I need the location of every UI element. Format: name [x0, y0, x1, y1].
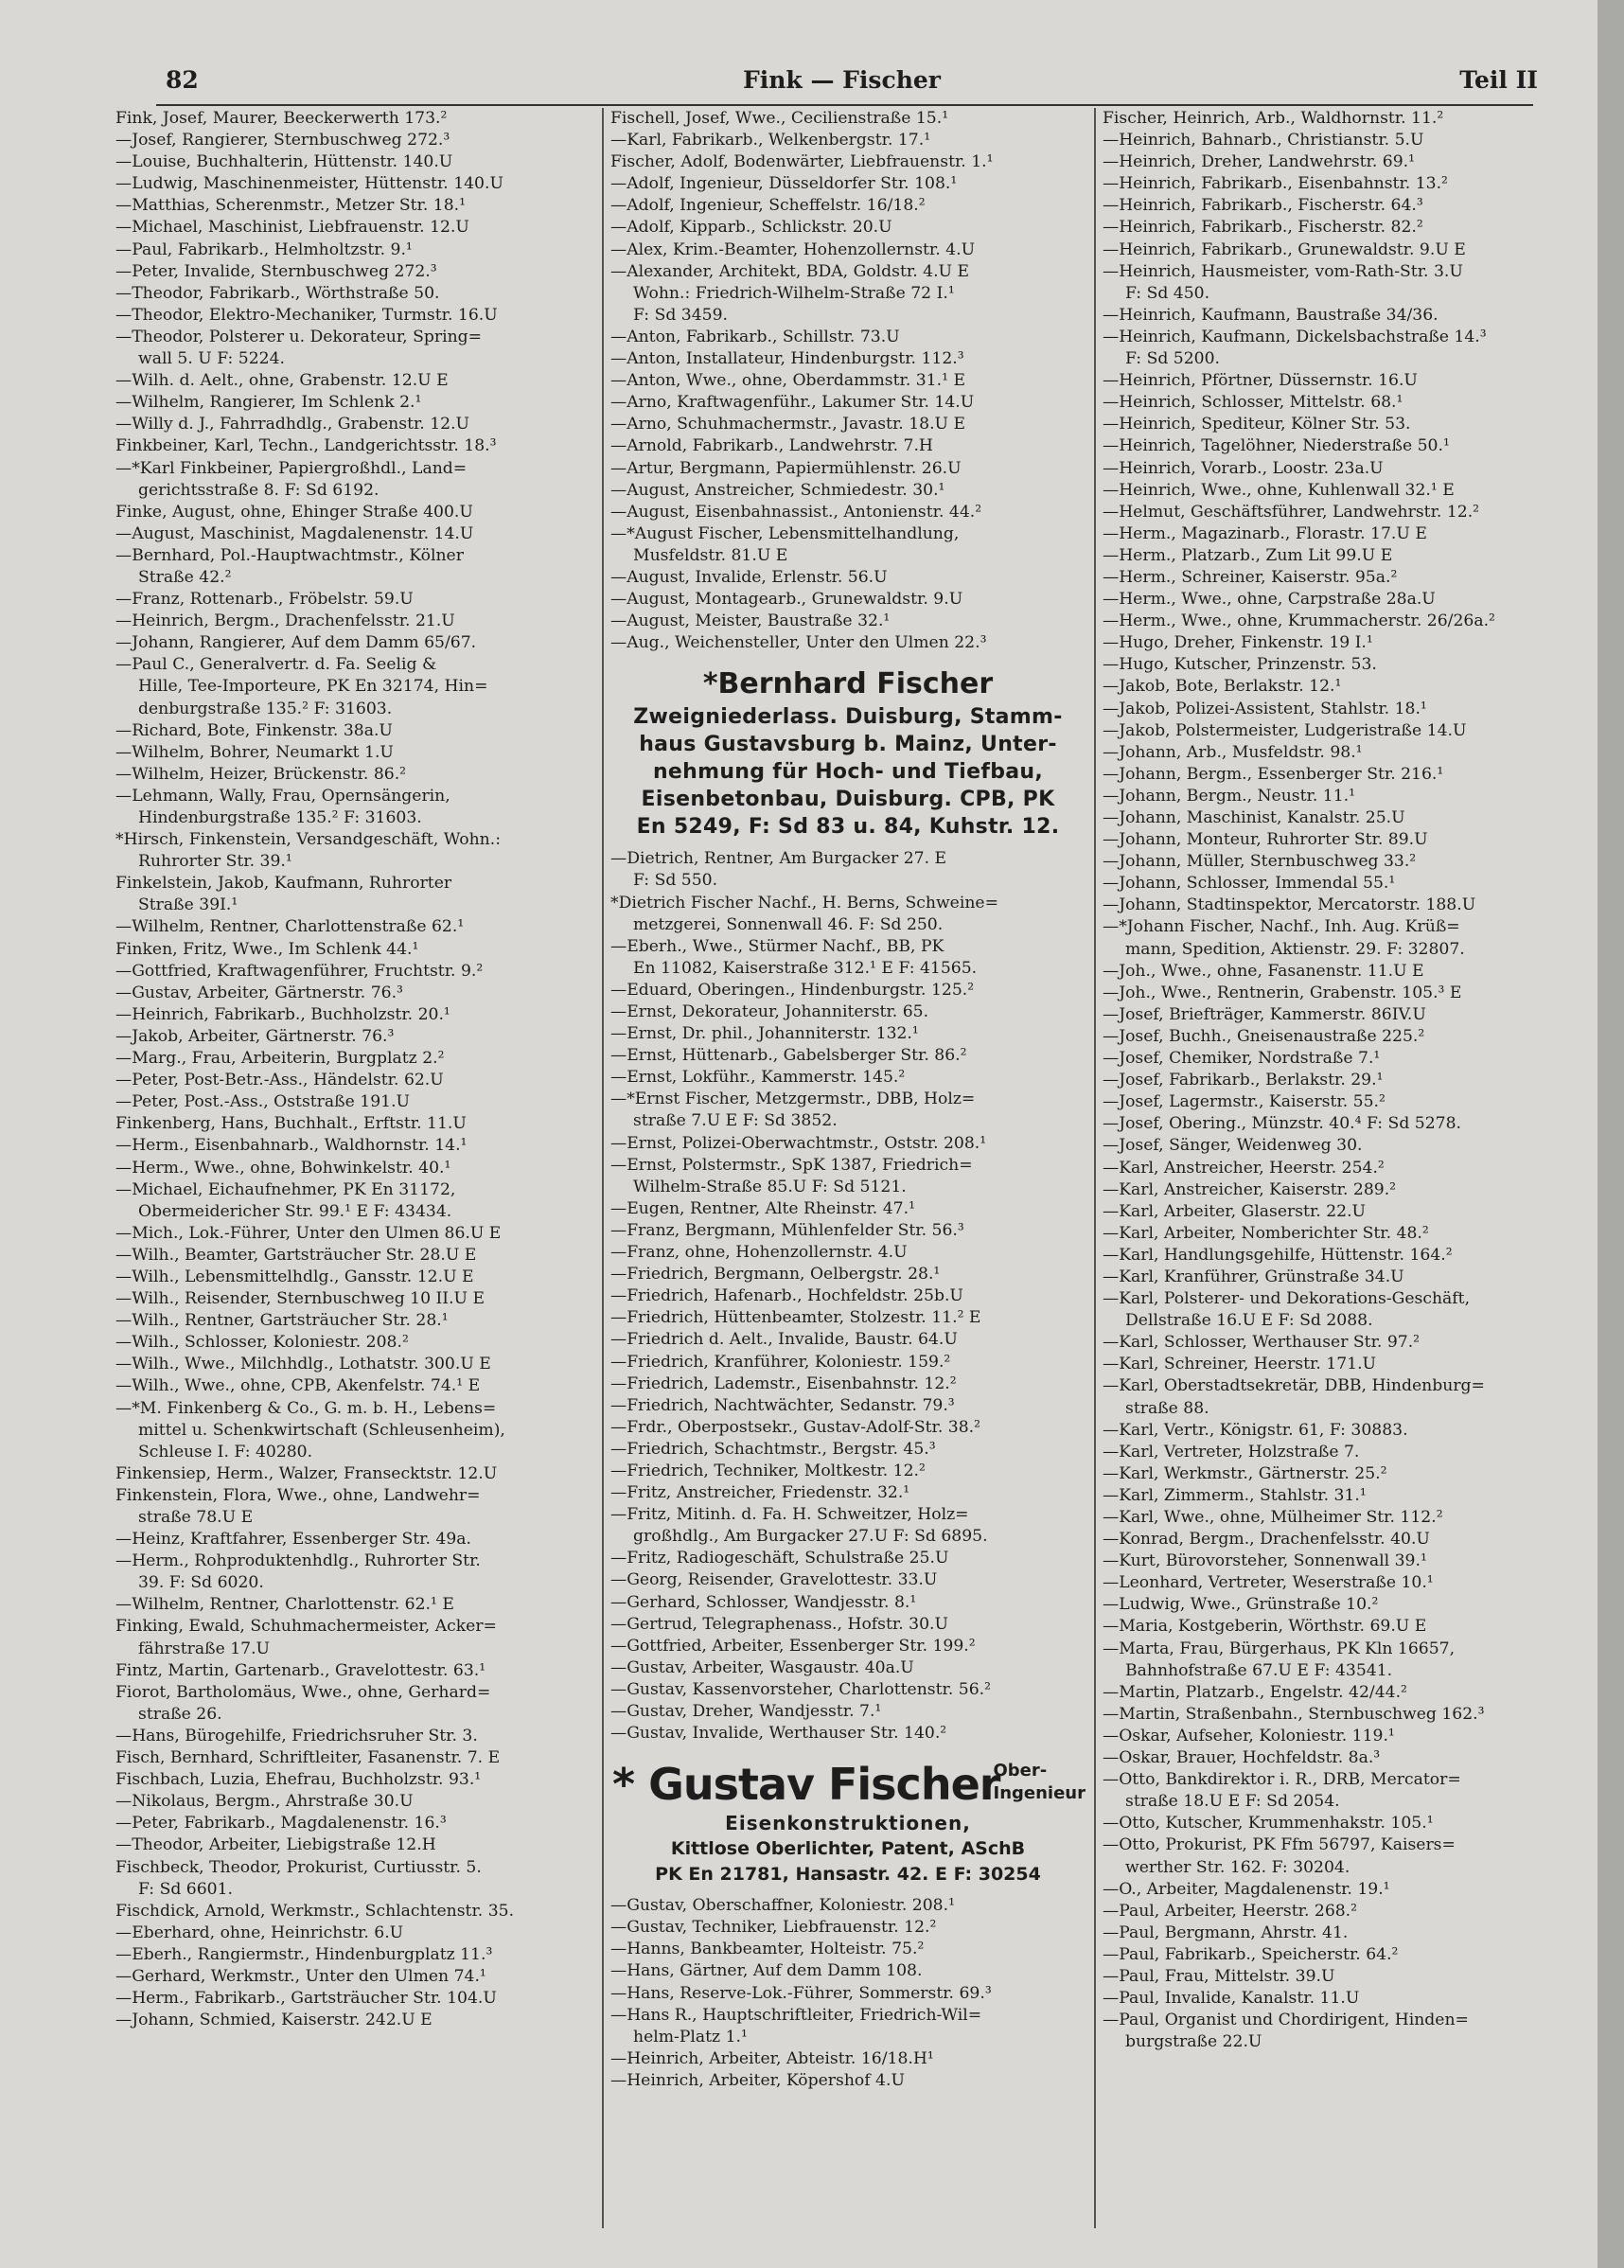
directory-entry: —Oskar, Aufseher, Koloniestr. 119.¹: [1103, 1726, 1395, 1745]
advert-line: nehmung für Hoch- und Tiefbau,: [652, 760, 1044, 785]
directory-entry: Fiorot, Bartholomäus, Wwe., ohne, Gerhard=: [115, 1682, 491, 1702]
directory-entry: —Richard, Bote, Finkenstr. 38a.U: [115, 720, 393, 740]
directory-entry: —Bernhard, Pol.-Hauptwachtmstr., Kölner: [115, 545, 464, 565]
directory-entry: —Fritz, Mitinh. d. Fa. H. Schweitzer, Holz=: [610, 1505, 969, 1525]
directory-entry: Fischer, Adolf, Bodenwärter, Liebfrauenstr. 1.¹: [610, 152, 994, 172]
directory-entry: Finkbeiner, Karl, Techn., Landgerichtsstr. 18.³: [115, 436, 497, 456]
directory-entry: —O., Arbeiter, Magdalenenstr. 19.¹: [1103, 1879, 1390, 1899]
directory-entry: —Paul, Bergmann, Ahrstr. 41.: [1103, 1922, 1349, 1942]
directory-entry: —Herm., Rohproduktenhdlg., Ruhrorter Str.: [115, 1551, 481, 1571]
directory-entry: —Peter, Fabrikarb., Magdalenenstr. 16.³: [115, 1814, 447, 1834]
directory-entry: —Heinrich, Tagelöhner, Niederstraße 50.¹: [1103, 436, 1450, 456]
directory-entry: Fischbeck, Theodor, Prokurist, Curtiusstr. 5.: [115, 1857, 482, 1877]
directory-entry: —Wilh., Schlosser, Koloniestr. 208.²: [115, 1333, 409, 1353]
directory-entry: —Wilh., Rentner, Gartsträucher Str. 28.¹: [115, 1311, 449, 1331]
directory-entry: Fink, Josef, Maurer, Beeckerwerth 173.²: [115, 109, 448, 128]
directory-entry: —Michael, Eichaufnehmer, PK En 31172,: [115, 1179, 456, 1199]
directory-entry: —Heinrich, Pförtner, Düssernstr. 16.U: [1103, 371, 1418, 391]
entry-continuation: wall 5. U F: 5224.: [138, 349, 285, 369]
directory-entry: —Friedrich, Techniker, Moltkestr. 12.²: [610, 1461, 926, 1480]
directory-entry: —Herm., Platzarb., Zum Lit 99.U E: [1103, 545, 1393, 565]
page-header: [156, 66, 1538, 104]
directory-entry: —Paul C., Generalvertr. d. Fa. Seelig &: [115, 655, 437, 675]
directory-entry: —Ernst, Polizei-Oberwachtmstr., Oststr. 208.¹: [610, 1133, 987, 1153]
entry-continuation: 39. F: Sd 6020.: [138, 1573, 264, 1593]
column-2: [610, 108, 1086, 2238]
directory-entry: —Paul, Fabrikarb., Helmholtzstr. 9.¹: [115, 239, 413, 259]
directory-entry: —Adolf, Ingenieur, Düsseldorfer Str. 108.¹: [610, 174, 958, 194]
directory-entry: —Josef, Obering., Münzstr. 40.⁴ F: Sd 5278.: [1103, 1114, 1462, 1134]
directory-entry: —Gertrud, Telegraphenass., Hofstr. 30.U: [610, 1614, 948, 1634]
directory-entry: —Gustav, Invalide, Werthauser Str. 140.²: [610, 1724, 947, 1744]
directory-entry: —Karl, Arbeiter, Nomberichter Str. 48.²: [1103, 1223, 1429, 1243]
directory-entry: —Mich., Lok.-Führer, Unter den Ulmen 86.U E: [115, 1223, 502, 1243]
directory-entry: —Johann, Schmied, Kaiserstr. 242.U E: [115, 2011, 432, 2030]
directory-entry: —August, Maschinist, Magdalenenstr. 14.U: [115, 523, 474, 543]
directory-entry: —Wilh., Wwe., Milchhdlg., Lothatstr. 300.U E: [115, 1355, 491, 1374]
directory-entry: —Frdr., Oberpostsekr., Gustav-Adolf-Str. 38.²: [610, 1417, 980, 1437]
directory-entry: —Karl, Polsterer- und Dekorations-Geschäft,: [1103, 1289, 1471, 1309]
advert-line: Eisenkonstruktionen,: [725, 1812, 971, 1835]
directory-entry: —Ernst, Dekorateur, Johanniterstr. 65.: [610, 1002, 929, 1021]
directory-entry: —Herm., Wwe., ohne, Bohwinkelstr. 40.¹: [115, 1158, 451, 1178]
entry-continuation: straße 26.: [138, 1704, 222, 1724]
directory-entry: —Theodor, Fabrikarb., Wörthstraße 50.: [115, 283, 440, 303]
directory-entry: —Jakob, Polstermeister, Ludgeristraße 14.U: [1103, 720, 1467, 740]
directory-entry: —Anton, Wwe., ohne, Oberdammstr. 31.¹ E: [610, 371, 965, 391]
entry-continuation: En 11082, Kaiserstraße 312.¹ E F: 41565.: [633, 958, 978, 978]
column-2-entries-b: [610, 848, 1086, 1745]
directory-entry: —Herm., Wwe., ohne, Carpstraße 28a.U: [1103, 590, 1436, 610]
directory-entry: —*M. Finkenberg & Co., G. m. b. H., Lebens=: [115, 1398, 497, 1418]
directory-entry: —Franz, Rottenarb., Fröbelstr. 59.U: [115, 590, 414, 610]
directory-entry: —Gottfried, Kraftwagenführer, Fruchtstr. 9.²: [115, 961, 484, 981]
entry-continuation: F: Sd 6601.: [138, 1879, 234, 1899]
directory-entry: —Heinrich, Arbeiter, Abteistr. 16/18.H¹: [610, 2048, 934, 2068]
entry-continuation: Dellstraße 16.U E F: Sd 2088.: [1125, 1311, 1373, 1331]
directory-entry: —Hanns, Bankbeamter, Holteistr. 75.²: [610, 1940, 925, 1959]
directory-entry: —Johann, Arb., Musfeldstr. 98.¹: [1103, 742, 1363, 762]
directory-entry: —Leonhard, Vertreter, Weserstraße 10.¹: [1103, 1573, 1434, 1593]
directory-entry: —Hans, Bürogehilfe, Friedrichsruher Str. 3.: [115, 1726, 478, 1745]
directory-entry: —Eduard, Oberingen., Hindenburgstr. 125.²: [610, 980, 975, 1000]
directory-entry: —Friedrich, Kranführer, Koloniestr. 159.²: [610, 1352, 951, 1372]
directory-entry: —Gustav, Dreher, Wandjesstr. 7.¹: [610, 1702, 882, 1721]
advert-line: PK En 21781, Hansastr. 42. E F: 30254: [655, 1864, 1041, 1886]
directory-entry: —Josef, Briefträger, Kammerstr. 86IV.U: [1103, 1004, 1426, 1024]
directory-entry: —Gustav, Arbeiter, Gärtnerstr. 76.³: [115, 983, 403, 1002]
entry-continuation: Wohn.: Friedrich-Wilhelm-Straße 72 I.¹: [633, 283, 955, 303]
directory-entry: —Wilh. d. Aelt., ohne, Grabenstr. 12.U E: [115, 371, 449, 391]
advert-name: *Bernhard Fischer: [702, 667, 994, 701]
directory-entry: —Heinrich, Hausmeister, vom-Rath-Str. 3.U: [1103, 261, 1463, 281]
directory-entry: —Eberh., Wwe., Stürmer Nachf., BB, PK: [610, 936, 944, 956]
directory-entry: —Ernst, Hüttenarb., Gabelsberger Str. 86.²: [610, 1046, 967, 1066]
entry-continuation: straße 88.: [1125, 1398, 1209, 1418]
directory-entry: —Fritz, Radiogeschäft, Schulstraße 25.U: [610, 1549, 949, 1568]
entry-continuation: straße 18.U E F: Sd 2054.: [1125, 1792, 1340, 1812]
directory-entry: —Friedrich, Hüttenbeamter, Stolzestr. 11.² E: [610, 1308, 981, 1328]
directory-entry: Fischbach, Luzia, Ehefrau, Buchholzstr. 93.¹: [115, 1770, 482, 1790]
directory-entry: —Heinrich, Vorarb., Loostr. 23a.U: [1103, 458, 1384, 478]
directory-entry: —Gustav, Techniker, Liebfrauenstr. 12.²: [610, 1918, 937, 1938]
directory-entry: —Heinrich, Kaufmann, Baustraße 34/36.: [1103, 305, 1439, 325]
directory-entry: Fisch, Bernhard, Schriftleiter, Fasanenstr. 7. E: [115, 1748, 501, 1768]
directory-entry: —Heinz, Kraftfahrer, Essenberger Str. 49a.: [115, 1530, 471, 1550]
header-rule: [156, 104, 1533, 106]
directory-entry: —Alexander, Architekt, BDA, Goldstr. 4.U E: [610, 261, 970, 281]
directory-entry: —*Johann Fischer, Nachf., Inh. Aug. Krüß=: [1103, 917, 1460, 937]
directory-entry: Finkensiep, Herm., Walzer, Fransecktstr. 12.U: [115, 1463, 498, 1483]
advert-line: Kittlose Oberlichter, Patent, ASchB: [670, 1838, 1026, 1860]
directory-entry: —Heinrich, Wwe., ohne, Kuhlenwall 32.¹ E: [1103, 480, 1455, 500]
directory-entry: —Arno, Kraftwagenführ., Lakumer Str. 14.U: [610, 393, 975, 413]
entry-continuation: Ruhrorter Str. 39.¹: [138, 852, 292, 872]
entry-continuation: metzgerei, Sonnenwall 46. F: Sd 250.: [633, 914, 944, 934]
column-divider: [602, 108, 604, 2228]
directory-entry: —Karl, Vertreter, Holzstraße 7.: [1103, 1442, 1360, 1462]
directory-entry: —Wilhelm, Heizer, Brückenstr. 86.²: [115, 764, 407, 784]
entry-continuation: straße 78.U E: [138, 1508, 254, 1527]
directory-entry: —Wilh., Lebensmittelhdlg., Gansstr. 12.U E: [115, 1267, 474, 1286]
column-1: [115, 108, 589, 2238]
directory-entry: —Theodor, Arbeiter, Liebigstraße 12.H: [115, 1835, 436, 1855]
directory-entry: —Eugen, Rentner, Alte Rheinstr. 47.¹: [610, 1198, 915, 1218]
directory-entry: —Hans, Gärtner, Auf dem Damm 108.: [610, 1961, 923, 1981]
directory-entry: —Kurt, Bürovorsteher, Sonnenwall 39.¹: [1103, 1551, 1427, 1571]
directory-entry: —Ludwig, Wwe., Grünstraße 10.²: [1103, 1595, 1379, 1615]
directory-entry: —Matthias, Scherenmstr., Metzer Str. 18.¹: [115, 196, 466, 216]
directory-entry: —Hugo, Dreher, Finkenstr. 19 I.¹: [1103, 633, 1373, 653]
directory-entry: —Ernst, Dr. phil., Johanniterstr. 132.¹: [610, 1024, 919, 1044]
advert-bernhard-fischer: [610, 665, 1086, 841]
directory-entry: —Karl, Anstreicher, Heerstr. 254.²: [1103, 1158, 1385, 1178]
directory-entry: —Karl, Oberstadtsekretär, DBB, Hindenburg=: [1103, 1376, 1485, 1396]
directory-entry: —August, Eisenbahnassist., Antonienstr. 44.²: [610, 502, 982, 522]
directory-entry: —Adolf, Kipparb., Schlickstr. 20.U: [610, 218, 892, 238]
directory-entry: —Oskar, Brauer, Hochfeldstr. 8a.³: [1103, 1748, 1381, 1768]
directory-entry: —Adolf, Ingenieur, Scheffelstr. 16/18.²: [610, 196, 926, 216]
entry-continuation: Hille, Tee-Importeure, PK En 32174, Hin=: [138, 677, 488, 697]
directory-entry: —Johann, Müller, Sternbuschweg 33.²: [1103, 852, 1417, 872]
directory-entry: Fischer, Heinrich, Arb., Waldhornstr. 11.²: [1103, 109, 1444, 128]
entry-continuation: Wilhelm-Straße 85.U F: Sd 5121.: [633, 1177, 907, 1196]
directory-entry: —Karl, Vertr., Königstr. 61, F: 30883.: [1103, 1420, 1408, 1440]
directory-entry: —Konrad, Bergm., Drachenfelsstr. 40.U: [1103, 1530, 1430, 1550]
directory-entry: —Josef, Chemiker, Nordstraße 7.¹: [1103, 1049, 1381, 1069]
directory-entry: —Wilhelm, Rentner, Charlottenstr. 62.¹ E: [115, 1595, 454, 1615]
directory-entry: —Maria, Kostgeberin, Wörthstr. 69.U E: [1103, 1617, 1427, 1637]
advert-line: haus Gustavsburg b. Mainz, Unter-: [639, 733, 1057, 757]
entry-continuation: Musfeldstr. 81.U E: [633, 545, 788, 565]
entry-continuation: mittel u. Schenkwirtschaft (Schleusenheim),: [138, 1420, 505, 1440]
directory-entry: —Paul, Arbeiter, Heerstr. 268.²: [1103, 1901, 1358, 1921]
entry-continuation: Hindenburgstraße 135.² F: 31603.: [138, 808, 422, 827]
directory-entry: —Willy d. J., Fahrradhdlg., Grabenstr. 12.U: [115, 415, 470, 434]
directory-entry: —Karl, Anstreicher, Kaiserstr. 289.²: [1103, 1179, 1397, 1199]
directory-entry: —Johann, Maschinist, Kanalstr. 25.U: [1103, 808, 1405, 827]
directory-entry: —Herm., Fabrikarb., Gartsträucher Str. 104.U: [115, 1989, 497, 2009]
directory-entry: —Herm., Schreiner, Kaiserstr. 95a.²: [1103, 567, 1398, 587]
entry-continuation: Schleuse I. F: 40280.: [138, 1442, 313, 1462]
directory-entry: —Hugo, Kutscher, Prinzenstr. 53.: [1103, 655, 1377, 675]
part-label: Teil II: [1459, 66, 1538, 94]
entry-continuation: F: Sd 550.: [633, 871, 718, 891]
directory-entry: —Wilhelm, Rentner, Charlottenstraße 62.¹: [115, 917, 465, 937]
directory-entry: —Otto, Kutscher, Krummenhakstr. 105.¹: [1103, 1814, 1434, 1834]
directory-entry: —Friedrich, Nachtwächter, Sedanstr. 79.³: [610, 1395, 955, 1415]
directory-entry: —Heinrich, Dreher, Landwehrstr. 69.¹: [1103, 152, 1416, 172]
advert-name: * Gustav Fischer: [612, 1759, 1000, 1811]
page-number: 82: [166, 66, 199, 94]
directory-entry: —Heinrich, Arbeiter, Köpershof 4.U: [610, 2070, 905, 2090]
directory-entry: —Heinrich, Fabrikarb., Fischerstr. 64.³: [1103, 196, 1423, 216]
directory-entry: Finke, August, ohne, Ehinger Straße 400.U: [115, 502, 473, 522]
directory-entry: —Marta, Frau, Bürgerhaus, PK Kln 16657,: [1103, 1639, 1456, 1658]
directory-entry: —Ludwig, Maschinenmeister, Hüttenstr. 140.U: [115, 174, 503, 194]
directory-entry: —Gottfried, Arbeiter, Essenberger Str. 199.²: [610, 1636, 976, 1656]
directory-entry: —August, Anstreicher, Schmiedestr. 30.¹: [610, 480, 945, 500]
directory-entry: —Karl, Wwe., ohne, Mülheimer Str. 112.²: [1103, 1508, 1443, 1527]
advert-title: [994, 1760, 1086, 1805]
advert-gustav-fischer: [610, 1758, 1086, 1887]
directory-entry: —Herm., Eisenbahnarb., Waldhornstr. 14.¹: [115, 1136, 468, 1156]
directory-entry: —Wilh., Beamter, Gartsträucher Str. 28.U E: [115, 1245, 477, 1265]
directory-entry: —Josef, Rangierer, Sternbuschweg 272.³: [115, 131, 450, 151]
directory-entry: —Heinrich, Bahnarb., Christianstr. 5.U: [1103, 131, 1424, 151]
directory-entry: *Hirsch, Finkenstein, Versandgeschäft, Wohn.:: [115, 830, 502, 850]
entry-continuation: Straße 39I.¹: [138, 895, 238, 915]
directory-entry: —Dietrich, Rentner, Am Burgacker 27. E: [610, 849, 947, 869]
directory-entry: —August, Montagearb., Grunewaldstr. 9.U: [610, 590, 963, 610]
directory-entry: —Arnold, Fabrikarb., Landwehrstr. 7.H: [610, 436, 933, 456]
directory-entry: —Jakob, Bote, Berlakstr. 12.¹: [1103, 677, 1342, 697]
advert-line: Eisenbetonbau, Duisburg. CPB, PK: [641, 788, 1055, 812]
directory-entry: —Herm., Magazinarb., Florastr. 17.U E: [1103, 523, 1427, 543]
directory-entry: —Wilhelm, Rangierer, Im Schlenk 2.¹: [115, 393, 422, 413]
directory-entry: Finkelstein, Jakob, Kaufmann, Ruhrorter: [115, 874, 452, 894]
directory-entry: —Josef, Sänger, Weidenweg 30.: [1103, 1136, 1363, 1156]
directory-entry: —Ernst, Polstermstr., SpK 1387, Friedrich=: [610, 1155, 973, 1175]
directory-entry: —Friedrich, Bergmann, Oelbergstr. 28.¹: [610, 1265, 941, 1285]
directory-entry: —Georg, Reisender, Gravelottestr. 33.U: [610, 1570, 938, 1590]
directory-entry: —Johann, Monteur, Ruhrorter Str. 89.U: [1103, 830, 1428, 850]
directory-entry: —Jakob, Arbeiter, Gärtnerstr. 76.³: [115, 1026, 395, 1046]
directory-entry: —Johann, Bergm., Essenberger Str. 216.¹: [1103, 764, 1444, 784]
directory-entry: —Theodor, Polsterer u. Dekorateur, Spring=: [115, 327, 483, 346]
directory-entry: —Anton, Installateur, Hindenburgstr. 112.³: [610, 349, 964, 369]
entry-continuation: F: Sd 3459.: [633, 305, 729, 325]
directory-entry: —Heinrich, Spediteur, Kölner Str. 53.: [1103, 415, 1411, 434]
directory-entry: —Franz, Bergmann, Mühlenfelder Str. 56.³: [610, 1220, 964, 1240]
directory-entry: —Arno, Schuhmachermstr., Javastr. 18.U E: [610, 415, 966, 434]
entry-continuation: fährstraße 17.U: [138, 1639, 271, 1658]
directory-entry: —Heinrich, Fabrikarb., Fischerstr. 82.²: [1103, 218, 1423, 238]
directory-entry: —Heinrich, Kaufmann, Dickelsbachstraße 14.³: [1103, 327, 1487, 346]
directory-entry: —Johann, Schlosser, Immendal 55.¹: [1103, 874, 1396, 894]
directory-entry: —August, Meister, Baustraße 32.¹: [610, 611, 891, 631]
directory-entry: Finkenberg, Hans, Buchhalt., Erftstr. 11.U: [115, 1114, 467, 1134]
directory-entry: —Nikolaus, Bergm., Ahrstraße 30.U: [115, 1792, 414, 1812]
directory-entry: —Artur, Bergmann, Papiermühlenstr. 26.U: [610, 458, 962, 478]
directory-entry: —Otto, Bankdirektor i. R., DRB, Mercator=: [1103, 1770, 1461, 1790]
entry-continuation: Straße 42.²: [138, 567, 232, 587]
directory-entry: —Karl, Schlosser, Werthauser Str. 97.²: [1103, 1333, 1421, 1353]
directory-entry: —Gustav, Oberschaffner, Koloniestr. 208.¹: [610, 1896, 955, 1916]
directory-entry: —Herm., Wwe., ohne, Krummacherstr. 26/26a.²: [1103, 611, 1495, 631]
directory-entry: —Theodor, Elektro-Mechaniker, Turmstr. 16.U: [115, 305, 498, 325]
directory-entry: —Gustav, Arbeiter, Wasgaustr. 40a.U: [610, 1657, 914, 1677]
directory-entry: Fischell, Josef, Wwe., Cecilienstraße 15.¹: [610, 109, 949, 128]
directory-entry: —Friedrich, Schachtmstr., Bergstr. 45.³: [610, 1439, 936, 1459]
directory-entry: —Alex, Krim.-Beamter, Hohenzollernstr. 4.U: [610, 239, 976, 259]
directory-entry: —Helmut, Geschäftsführer, Landwehrstr. 12.²: [1103, 502, 1480, 522]
directory-entry: —Heinrich, Fabrikarb., Eisenbahnstr. 13.²: [1103, 174, 1448, 194]
directory-entry: —Heinrich, Bergm., Drachenfelsstr. 21.U: [115, 611, 455, 631]
entry-continuation: Obermeidericher Str. 99.¹ E F: 43434.: [138, 1201, 452, 1221]
directory-entry: —Hans R., Hauptschriftleiter, Friedrich-Wil=: [610, 2005, 982, 2025]
directory-entry: —*Karl Finkbeiner, Papiergroßhdl., Land=: [115, 458, 468, 478]
directory-entry: —Ernst, Lokführ., Kammerstr. 145.²: [610, 1068, 906, 1088]
directory-entry: —Paul, Fabrikarb., Speicherstr. 64.²: [1103, 1944, 1399, 1964]
directory-entry: —Jakob, Polizei-Assistent, Stahlstr. 18.¹: [1103, 699, 1427, 718]
directory-entry: —Wilh., Wwe., ohne, CPB, Akenfelstr. 74.¹ E: [115, 1376, 481, 1396]
entry-continuation: denburgstraße 135.² F: 31603.: [138, 699, 393, 718]
directory-entry: —Louise, Buchhalterin, Hüttenstr. 140.U: [115, 152, 453, 172]
directory-entry: —Wilh., Reisender, Sternbuschweg 10 II.U E: [115, 1289, 485, 1309]
entry-continuation: gerichtsstraße 8. F: Sd 6192.: [138, 480, 380, 500]
directory-entry: —Lehmann, Wally, Frau, Opernsängerin,: [115, 786, 450, 806]
directory-entry: —Johann, Bergm., Neustr. 11.¹: [1103, 786, 1356, 806]
column-2-entries-a: [610, 108, 1086, 654]
directory-entry: —Gerhard, Werkmstr., Unter den Ulmen 74.¹: [115, 1966, 486, 1986]
directory-entry: —Gustav, Kassenvorsteher, Charlottenstr. 56.²: [610, 1679, 991, 1699]
directory-entry: —*August Fischer, Lebensmittelhandlung,: [610, 523, 960, 543]
directory-entry: —Johann, Rangierer, Auf dem Damm 65/67.: [115, 633, 477, 653]
running-title: Fink — Fischer: [743, 66, 941, 94]
directory-entry: —Karl, Kranführer, Grünstraße 34.U: [1103, 1267, 1404, 1286]
directory-entry: —Aug., Weichensteller, Unter den Ulmen 22.³: [610, 633, 987, 653]
advert-line: Zweigniederlass. Duisburg, Stamm-: [633, 705, 1063, 730]
entry-continuation: Bahnhofstraße 67.U E F: 43541.: [1125, 1660, 1393, 1680]
directory-entry: —Peter, Post.-Ass., Oststraße 191.U: [115, 1092, 411, 1112]
directory-entry: —*Ernst Fischer, Metzgermstr., DBB, Holz=: [610, 1090, 976, 1109]
directory-entry: —Karl, Werkmstr., Gärtnerstr. 25.²: [1103, 1463, 1387, 1483]
column-2-entries-c: [610, 1895, 1086, 2092]
directory-entry: —Martin, Platzarb., Engelstr. 42/44.²: [1103, 1682, 1407, 1702]
directory-entry: Finking, Ewald, Schuhmachermeister, Acker=: [115, 1617, 497, 1637]
directory-entry: —Marg., Frau, Arbeiterin, Burgplatz 2.²: [115, 1049, 445, 1069]
directory-entry: —Karl, Zimmerm., Stahlstr. 31.¹: [1103, 1485, 1367, 1505]
directory-entry: —Gerhard, Schlosser, Wandjesstr. 8.¹: [610, 1592, 917, 1612]
directory-entry: —Heinrich, Schlosser, Mittelstr. 68.¹: [1103, 393, 1403, 413]
directory-entry: —Josef, Fabrikarb., Berlakstr. 29.¹: [1103, 1071, 1384, 1090]
advert-title-line: Ober-: [993, 1761, 1048, 1781]
directory-entry: —Karl, Arbeiter, Glaserstr. 22.U: [1103, 1201, 1367, 1221]
entry-continuation: F: Sd 5200.: [1125, 349, 1221, 369]
directory-entry: —Karl, Handlungsgehilfe, Hüttenstr. 164.²: [1103, 1245, 1453, 1265]
entry-continuation: werther Str. 162. F: 30204.: [1125, 1857, 1350, 1877]
directory-entry: —Friedrich d. Aelt., Invalide, Baustr. 64.U: [610, 1330, 958, 1350]
entry-continuation: großhdlg., Am Burgacker 27.U F: Sd 6895.: [633, 1527, 988, 1547]
directory-entry: —Eberhard, ohne, Heinrichstr. 6.U: [115, 1922, 404, 1942]
directory-entry: —Fritz, Anstreicher, Friedenstr. 32.¹: [610, 1483, 910, 1503]
column-3: [1103, 108, 1545, 2238]
entry-continuation: F: Sd 450.: [1125, 283, 1210, 303]
directory-entry: —Peter, Invalide, Sternbuschweg 272.³: [115, 261, 437, 281]
directory-entry: Fintz, Martin, Gartenarb., Gravelottestr. 63.¹: [115, 1660, 486, 1680]
directory-entry: —Anton, Fabrikarb., Schillstr. 73.U: [610, 327, 900, 346]
advert-line: En 5249, F: Sd 83 u. 84, Kuhstr. 12.: [636, 815, 1060, 840]
advert-title-line: Ingenieur: [993, 1783, 1086, 1804]
directory-entry: —Josef, Buchh., Gneisenaustraße 225.²: [1103, 1026, 1425, 1046]
directory-entry: Finkenstein, Flora, Wwe., ohne, Landwehr=: [115, 1485, 481, 1505]
directory-entry: —Friedrich, Lademstr., Eisenbahnstr. 12.²: [610, 1373, 957, 1393]
directory-entry: Fischdick, Arnold, Werkmstr., Schlachtenstr. 35.: [115, 1901, 515, 1921]
directory-entry: *Dietrich Fischer Nachf., H. Berns, Schweine=: [610, 893, 998, 913]
directory-entry: —Joh., Wwe., ohne, Fasanenstr. 11.U E: [1103, 961, 1424, 981]
directory-entry: —Eberh., Rangiermstr., Hindenburgplatz 11.³: [115, 1944, 493, 1964]
directory-entry: —Martin, Straßenbahn., Sternbuschweg 162.³: [1103, 1704, 1485, 1724]
directory-entry: —Karl, Fabrikarb., Welkenbergstr. 17.¹: [610, 131, 931, 151]
entry-continuation: burgstraße 22.U: [1125, 2032, 1262, 2052]
directory-entry: —Hans, Reserve-Lok.-Führer, Sommerstr. 69.³: [610, 1983, 992, 2003]
directory-entry: —Joh., Wwe., Rentnerin, Grabenstr. 105.³ E: [1103, 983, 1462, 1002]
directory-entry: —Paul, Organist und Chordirigent, Hinden=: [1103, 2011, 1469, 2030]
directory-entry: —Heinrich, Fabrikarb., Buchholzstr. 20.¹: [115, 1004, 450, 1024]
entry-continuation: straße 7.U E F: Sd 3852.: [633, 1111, 838, 1131]
directory-entry: —Friedrich, Hafenarb., Hochfeldstr. 25b.U: [610, 1286, 963, 1306]
directory-entry: —Johann, Stadtinspektor, Mercatorstr. 188.U: [1103, 895, 1476, 915]
directory-entry: —Josef, Lagermstr., Kaiserstr. 55.²: [1103, 1092, 1386, 1112]
directory-entry: —Franz, ohne, Hohenzollernstr. 4.U: [610, 1243, 908, 1263]
directory-entry: —Paul, Frau, Mittelstr. 39.U: [1103, 1966, 1335, 1986]
directory-entry: —Karl, Schreiner, Heerstr. 171.U: [1103, 1355, 1377, 1374]
entry-continuation: helm-Platz 1.¹: [633, 2027, 748, 2047]
directory-entry: —August, Invalide, Erlenstr. 56.U: [610, 567, 888, 587]
directory-entry: —Peter, Post-Betr.-Ass., Händelstr. 62.U: [115, 1071, 444, 1090]
directory-entry: —Otto, Prokurist, PK Ffm 56797, Kaisers=: [1103, 1835, 1456, 1855]
entry-continuation: mann, Spedition, Aktienstr. 29. F: 32807.: [1125, 939, 1465, 959]
directory-entry: —Michael, Maschinist, Liebfrauenstr. 12.U: [115, 218, 469, 238]
directory-entry: Finken, Fritz, Wwe., Im Schlenk 44.¹: [115, 939, 419, 959]
column-divider: [1094, 108, 1096, 2228]
directory-entry: —Wilhelm, Bohrer, Neumarkt 1.U: [115, 742, 394, 762]
directory-entry: —Paul, Invalide, Kanalstr. 11.U: [1103, 1989, 1360, 2009]
page-edge: [1598, 0, 1624, 2268]
directory-entry: —Heinrich, Fabrikarb., Grunewaldstr. 9.U E: [1103, 239, 1466, 259]
